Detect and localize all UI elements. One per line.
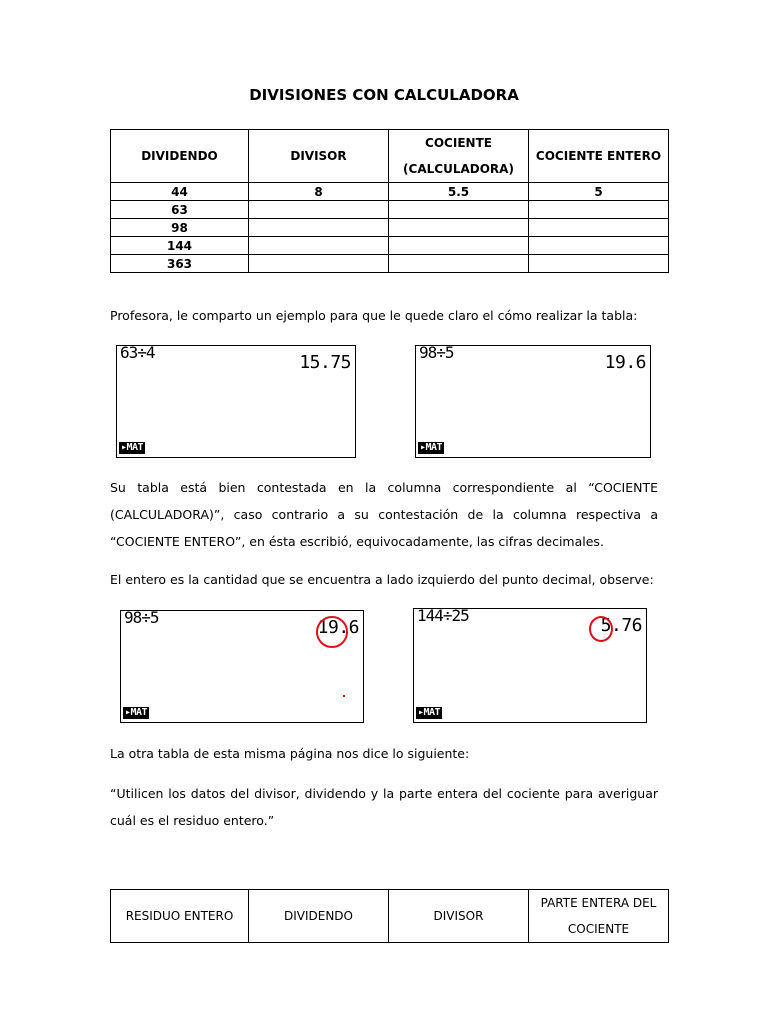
red-circle-annotation: [316, 616, 348, 648]
calculator-screen: [415, 345, 651, 458]
calculator-result: 15.75: [299, 352, 351, 373]
table-cell: 363: [111, 255, 249, 273]
table-cell: 8: [249, 183, 389, 201]
calculator-screen: [413, 608, 647, 723]
calculator-expression: 98÷5: [419, 343, 454, 362]
page-title: DIVISIONES CON CALCULADORA: [249, 86, 519, 104]
table-cell: [529, 237, 669, 255]
table-cell: 5: [529, 183, 669, 201]
calculator-expression: 63÷4: [120, 343, 155, 362]
paragraph-other-table: La otra tabla de esta misma página nos dice lo siguiente:: [110, 746, 470, 761]
red-circle-annotation: [589, 616, 613, 642]
residue-table: [110, 889, 669, 943]
table-header-row: [111, 130, 669, 183]
calculator-expression: 98÷5: [124, 608, 159, 627]
header-parte-entera: [529, 890, 669, 943]
header-divisor: DIVISOR: [249, 130, 389, 183]
header-residuo-entero: RESIDUO ENTERO: [111, 890, 249, 943]
table-cell: [249, 201, 389, 219]
mat-mode-label: ▸MAT: [121, 442, 144, 453]
mat-mode-label: ▸MAT: [418, 707, 441, 718]
table-cell: 44: [111, 183, 249, 201]
table-row: [111, 255, 669, 273]
paragraph-intro: Profesora, le comparto un ejemplo para que le quede claro el cómo realizar la tabla:: [110, 308, 638, 323]
calculator-screen: [116, 345, 356, 458]
mat-mode-label: ▸MAT: [125, 707, 148, 718]
calculator-screen: [120, 610, 364, 723]
header-cociente-entero: COCIENTE ENTERO: [529, 130, 669, 183]
table-cell: 63: [111, 201, 249, 219]
table-cell: [249, 255, 389, 273]
table-cell: [529, 219, 669, 237]
table-row: [111, 219, 669, 237]
calculator-expression: 144÷25: [417, 606, 469, 625]
header-cociente-line2: (CALCULADORA): [403, 162, 514, 176]
calculator-result: 5.76: [600, 615, 642, 636]
paragraph-quote: “Utilicen los datos del divisor, dividendo y la parte entera del cociente para averiguar cuál es el residuo entero.”: [110, 786, 658, 828]
table-row: [111, 183, 669, 201]
table-cell: [529, 255, 669, 273]
table-cell: [389, 201, 529, 219]
table-cell: [389, 255, 529, 273]
header-cociente-line1: COCIENTE: [425, 136, 492, 150]
paragraph-integer-explanation: El entero es la cantidad que se encuentra a lado izquierdo del punto decimal, observe:: [110, 572, 654, 587]
paragraph-feedback: Su tabla está bien contestada en la columna correspondiente al “COCIENTE (CALCULADORA)”, caso contrario a su contestación de la columna respectiva a “COCIENTE ENTERO”, en ésta escribió, equivocadamente, las cifras decimales.: [110, 480, 658, 549]
table-cell: 144: [111, 237, 249, 255]
table-cell: [249, 237, 389, 255]
header-parte-entera-line2: COCIENTE: [567, 922, 630, 936]
table-cell: [529, 201, 669, 219]
divisions-table: [110, 129, 669, 273]
calculator-result: 19.6: [317, 617, 359, 638]
red-dot-mark: [343, 695, 345, 697]
header-cociente-calculadora: [389, 130, 529, 183]
table-row: [111, 201, 669, 219]
table-cell: 98: [111, 219, 249, 237]
table-cell: [249, 219, 389, 237]
table-cell: [389, 237, 529, 255]
header-divisor: DIVISOR: [389, 890, 529, 943]
header-parte-entera-line1: PARTE ENTERA DEL: [540, 896, 657, 910]
table-row: [111, 237, 669, 255]
table-cell: 5.5: [389, 183, 529, 201]
mat-mode-label: ▸MAT: [420, 442, 443, 453]
header-dividendo: DIVIDENDO: [249, 890, 389, 943]
header-dividendo: DIVIDENDO: [111, 130, 249, 183]
table-header-row: [111, 890, 669, 943]
calculator-result: 19.6: [604, 352, 646, 373]
table-cell: [389, 219, 529, 237]
